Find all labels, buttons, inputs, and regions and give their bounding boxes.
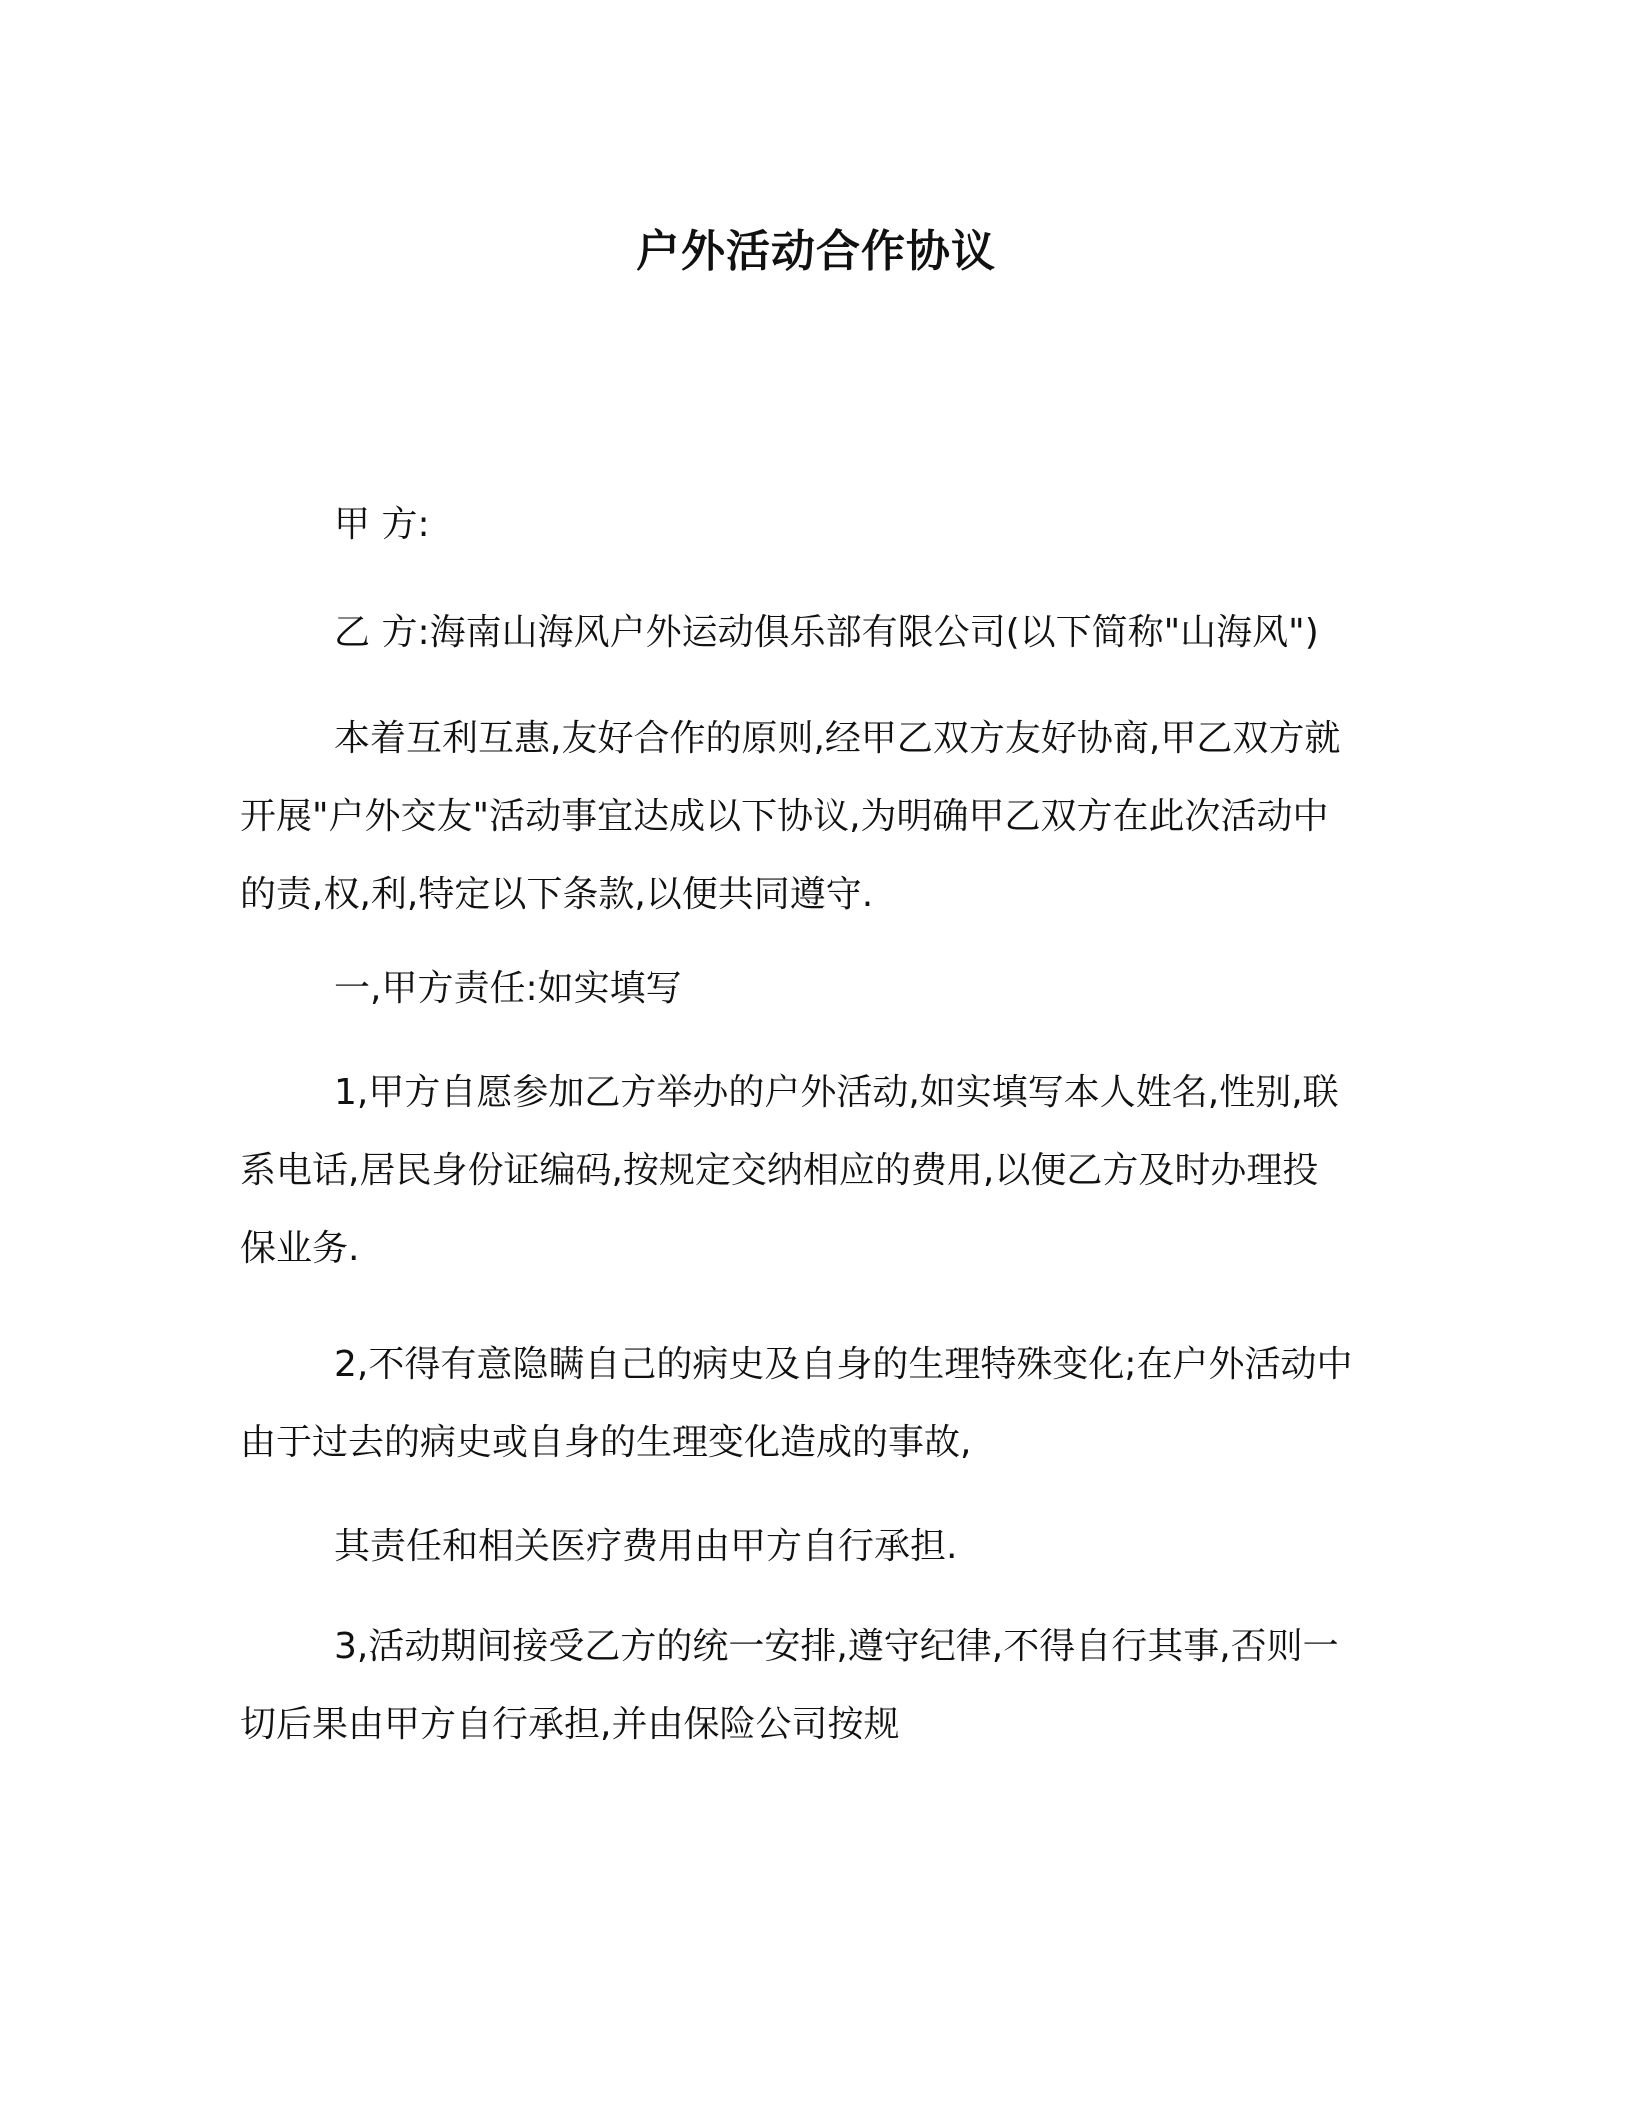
intro-line: 本着互利互惠,友好合作的原则,经甲乙双方友好协商,甲乙双方就: [334, 718, 1341, 759]
section-1-heading: 一,甲方责任:如实填写: [334, 968, 682, 1009]
intro-line: 的责,权,利,特定以下条款,以便共同遵守.: [240, 874, 874, 915]
clause-3-line: 3,活动期间接受乙方的统一安排,遵守纪律,不得自行其事,否则一: [334, 1626, 1339, 1667]
clause-3-line: 切后果由甲方自行承担,并由保险公司按规: [240, 1704, 900, 1745]
clause-2-continuation: 其责任和相关医疗费用由甲方自行承担.: [334, 1526, 958, 1567]
clause-1-line: 1,甲方自愿参加乙方举办的户外活动,如实填写本人姓名,性别,联: [334, 1072, 1339, 1113]
clause-1-paragraph: [240, 1054, 1390, 1288]
clause-2-line: 2,不得有意隐瞒自己的病史及自身的生理特殊变化;在户外活动中: [334, 1344, 1353, 1385]
clause-1-line: 保业务.: [240, 1228, 360, 1269]
intro-line: 开展"户外交友"活动事宜达成以下协议,为明确甲乙双方在此次活动中: [240, 796, 1329, 837]
clause-2-line: 由于过去的病史或自身的生理变化造成的事故,: [240, 1422, 972, 1463]
party-a-line: 甲 方:: [334, 504, 430, 545]
clause-1-line: 系电话,居民身份证编码,按规定交纳相应的费用,以便乙方及时办理投: [240, 1150, 1319, 1191]
intro-paragraph: [240, 700, 1390, 934]
party-b-line: 乙 方:海南山海风户外运动俱乐部有限公司(以下简称"山海风"): [334, 612, 1319, 653]
clause-3-paragraph: [240, 1608, 1390, 1764]
clause-2-paragraph: [240, 1326, 1390, 1482]
document-title: 户外活动合作协议: [636, 226, 996, 277]
